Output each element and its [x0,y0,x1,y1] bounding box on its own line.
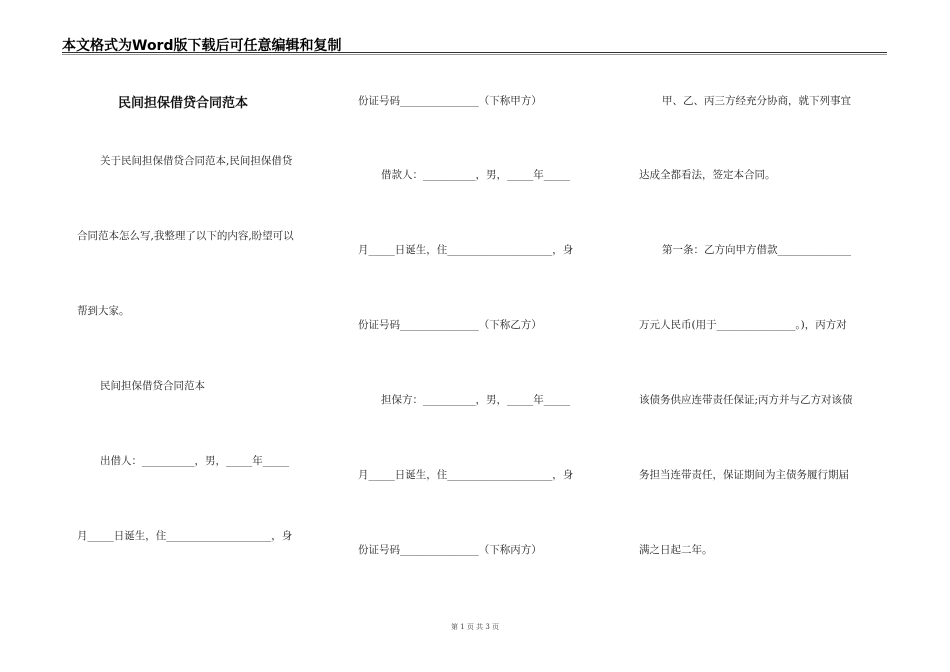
paragraph-line: 合同范本怎么写,我整理了以下的内容,盼望可以 [77,230,294,242]
header-rule-secondary [62,54,887,55]
page-footer: 第 1 页 共 3 页 [450,623,500,631]
paragraph-line: 甲、乙、丙三方经充分协商，就下列事宜 [662,95,851,107]
paragraph-line: 关于民间担保借贷合同范本,民间担保借贷 [100,155,293,167]
paragraph-line: 帮到大家。 [77,305,130,317]
header-banner: 本文格式为Word版下载后可任意编辑和复制 [62,38,342,54]
paragraph-line: 月_____日诞生，住____________________，身 [77,530,293,542]
document-title: 民间担保借贷合同范本 [118,96,249,111]
paragraph-line: 份证号码_______________（下称乙方） [358,319,542,331]
paragraph-line: 务担当连带责任，保证期间为主债务履行期届 [639,469,849,481]
paragraph-line: 借款人：__________，男，_____年_____ [381,169,570,181]
paragraph-line: 该债务供应连带责任保证;丙方并与乙方对该债 [639,394,853,406]
paragraph-line: 月_____日诞生，住____________________，身 [358,244,574,256]
paragraph-line: 民间担保借贷合同范本 [100,380,205,392]
paragraph-line: 出借人：__________，男，_____年_____ [100,455,289,467]
paragraph-line: 月_____日诞生，住____________________，身 [358,469,574,481]
paragraph-line: 份证号码_______________（下称甲方） [358,95,542,107]
paragraph-line: 份证号码_______________（下称丙方） [358,544,542,556]
header-rule [62,52,887,53]
paragraph-line: 担保方：__________，男，_____年_____ [381,394,570,406]
paragraph-line: 达成全都看法，签定本合同。 [639,169,776,181]
paragraph-line: 满之日起二年。 [639,544,713,556]
paragraph-line: 第一条：乙方向甲方借款______________ [662,244,851,256]
paragraph-line: 万元人民币(用于_______________。)，丙方对 [639,319,847,331]
